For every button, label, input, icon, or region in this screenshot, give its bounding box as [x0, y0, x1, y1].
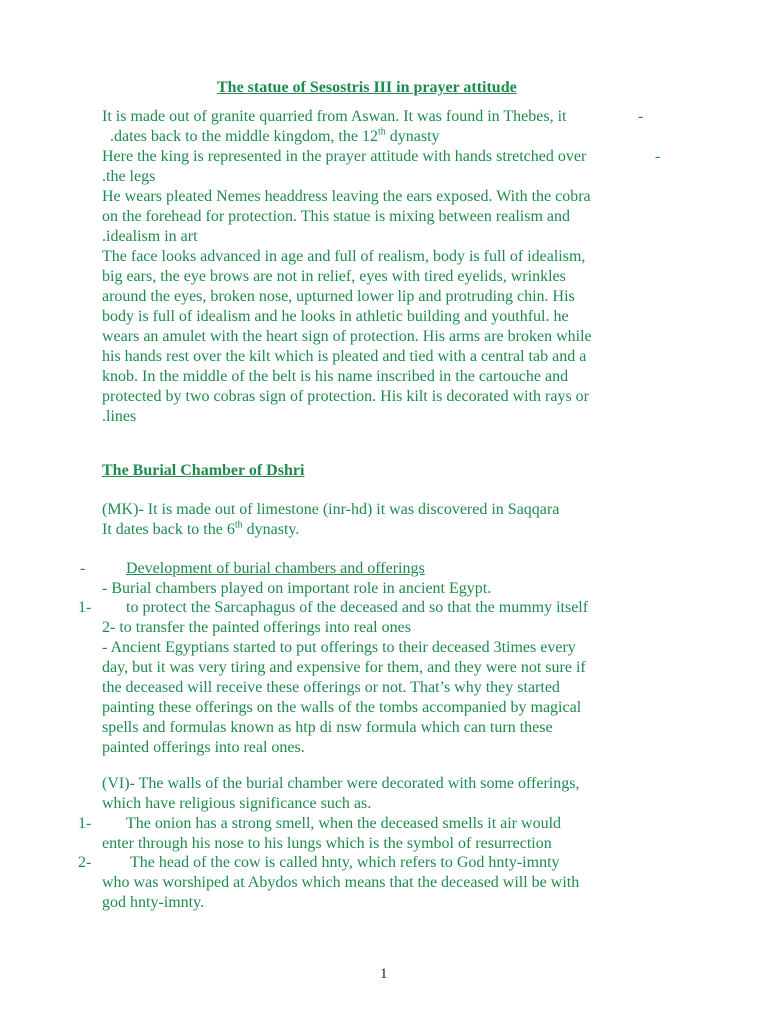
list-item-text: The head of the cow is called hnty, which refers to God hnty-imnty [130, 854, 560, 871]
paragraph-line: - Burial chambers played on important role in ancient Egypt. [102, 580, 492, 597]
paragraph-line: .the legs [102, 168, 156, 185]
paragraph-line: painting these offerings on the walls of the tombs accompanied by magical [102, 699, 582, 716]
list-marker: 1- [78, 599, 92, 616]
paragraph-line: .idealism in art [102, 228, 198, 245]
paragraph-line: enter through his nose to his lungs which is the symbol of resurrection [102, 835, 552, 852]
page-number: 1 [380, 966, 388, 982]
paragraph-line: .lines [102, 408, 137, 425]
list-item-text: to protect the Sarcaphagus of the deceased and so that the mummy itself [126, 599, 589, 616]
bullet-marker: - [80, 560, 86, 577]
paragraph-line: It dates back to the 6th dynasty. [102, 519, 300, 538]
paragraph-line: protected by two cobras sign of protection. His kilt is decorated with rays or [102, 388, 589, 405]
section-title-sesostris: The statue of Sesostris III in prayer attitude [217, 79, 517, 96]
paragraph-line: around the eyes, broken nose, upturned lower lip and protruding chin. His [102, 288, 575, 305]
paragraph-line: He wears pleated Nemes headdress leaving the ears exposed. With the cobra [102, 188, 591, 205]
paragraph-line: god hnty-imnty. [102, 894, 205, 911]
paragraph-line: - Ancient Egyptians started to put offerings to their deceased 3times every [102, 639, 576, 656]
paragraph-line: wears an amulet with the heart sign of protection. His arms are broken while [102, 328, 592, 345]
list-marker: 2- [78, 854, 92, 871]
paragraph-line: big ears, the eye brows are not in relief, eyes with tired eyelids, wrinkles [102, 268, 566, 285]
paragraph-line: which have religious significance such as. [102, 795, 372, 812]
dash-marker: - [655, 148, 661, 165]
paragraph-line: Here the king is represented in the prayer attitude with hands stretched over [102, 148, 587, 165]
list-item-text: The onion has a strong smell, when the deceased smells it air would [126, 815, 562, 832]
paragraph-line: It is made out of granite quarried from Aswan. It was found in Thebes, it [102, 108, 567, 125]
dash-marker: - [638, 108, 644, 125]
paragraph-line: body is full of idealism and he looks in athletic building and youthful. he [102, 308, 569, 325]
paragraph-line: day, but it was very tiring and expensive for them, and they were not sure if [102, 659, 586, 676]
paragraph-line: spells and formulas known as htp di nsw formula which can turn these [102, 719, 553, 736]
paragraph-line: the deceased will receive these offerings or not. That’s why they started [102, 679, 560, 696]
paragraph-line: .dates back to the middle kingdom, the 12th dynasty [110, 126, 440, 145]
paragraph-line: who was worshiped at Abydos which means that the deceased will be with [102, 874, 580, 891]
paragraph-line: knob. In the middle of the belt is his name inscribed in the cartouche and [102, 368, 569, 385]
paragraph-line: painted offerings into real ones. [102, 739, 305, 756]
paragraph-line: his hands rest over the kilt which is pleated and tied with a central tab and a [102, 348, 587, 365]
paragraph-line: (VI)- The walls of the burial chamber were decorated with some offerings, [102, 775, 580, 792]
section-title-dshri: The Burial Chamber of Dshri [102, 462, 305, 479]
paragraph-line: (MK)- It is made out of limestone (inr-hd) it was discovered in Saqqara [102, 501, 560, 518]
subheading-development: Development of burial chambers and offerings [126, 560, 425, 577]
paragraph-line: on the forehead for protection. This statue is mixing between realism and [102, 208, 571, 225]
paragraph-line: 2- to transfer the painted offerings into real ones [102, 619, 411, 636]
list-marker: 1- [78, 815, 92, 832]
paragraph-line: The face looks advanced in age and full of realism, body is full of idealism, [102, 248, 586, 265]
